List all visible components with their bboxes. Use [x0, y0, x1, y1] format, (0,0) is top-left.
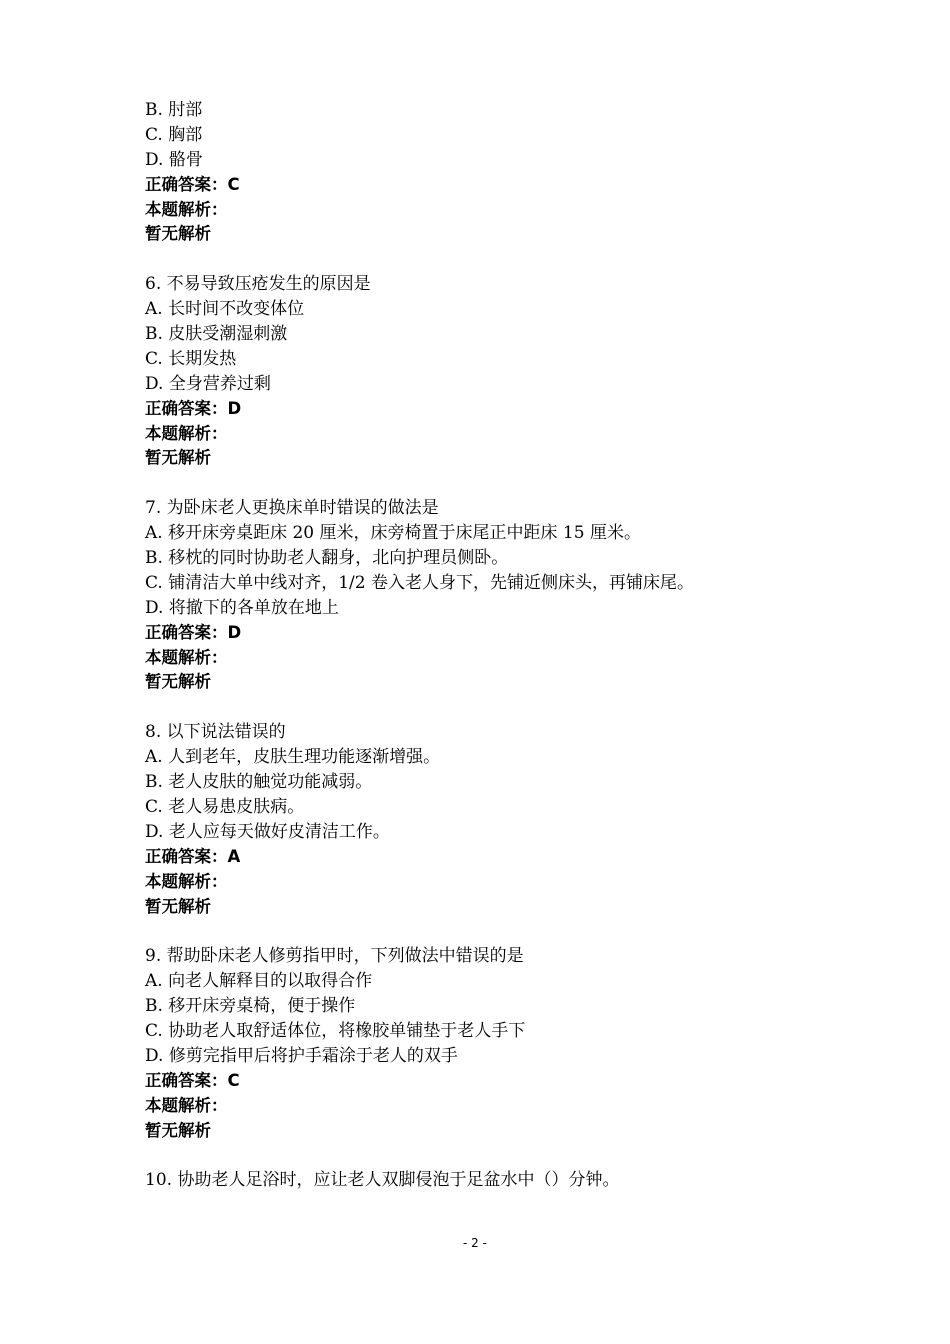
option-c: C. 长期发热	[145, 348, 237, 369]
analysis-text: 暂无解析	[145, 1120, 211, 1140]
option-a: A. 移开床旁桌距床 20 厘米，床旁椅置于床尾正中距床 15 厘米。	[145, 523, 641, 544]
question-text: 8. 以下说法错误的	[145, 722, 286, 743]
correct-answer: 正确答案：D	[145, 622, 242, 642]
spacer	[145, 247, 845, 272]
analysis-label: 本题解析：	[145, 871, 228, 891]
question-text: 9. 帮助卧床老人修剪指甲时，下列做法中错误的是	[145, 946, 524, 967]
option-c: C. 胸部	[145, 124, 203, 145]
analysis-text: 暂无解析	[145, 672, 211, 692]
correct-answer: 正确答案：A	[145, 846, 241, 866]
option-b: B. 移枕的同时协助老人翻身，北向护理员侧卧。	[145, 548, 509, 569]
spacer	[145, 695, 845, 720]
option-d: D. 修剪完指甲后将护手霜涂于老人的双手	[145, 1045, 458, 1066]
spacer	[145, 1143, 845, 1168]
correct-answer: 正确答案：C	[145, 174, 240, 194]
question-5	[145, 98, 845, 247]
option-c: C. 铺清洁大单中线对齐，1/2 卷入老人身下，先铺近侧床头，再铺床尾。	[145, 572, 694, 593]
page-number: - 2 -	[463, 1236, 487, 1250]
question-text: 7. 为卧床老人更换床单时错误的做法是	[145, 498, 439, 519]
analysis-label: 本题解析：	[145, 199, 228, 219]
option-d: D. 全身营养过剩	[145, 373, 271, 394]
question-text: 6. 不易导致压疮发生的原因是	[145, 274, 371, 295]
spacer	[145, 471, 845, 496]
option-c: C. 协助老人取舒适体位，将橡胶单铺垫于老人手下	[145, 1020, 526, 1041]
spacer	[145, 919, 845, 944]
correct-answer: 正确答案：D	[145, 398, 242, 418]
question-6	[145, 272, 845, 471]
question-9	[145, 944, 845, 1143]
option-a: A. 长时间不改变体位	[145, 299, 305, 320]
correct-answer: 正确答案：C	[145, 1070, 240, 1090]
option-b: B. 老人皮肤的触觉功能减弱。	[145, 772, 373, 793]
analysis-label: 本题解析：	[145, 1095, 228, 1115]
question-7	[145, 496, 845, 695]
option-c: C. 老人易患皮肤病。	[145, 796, 305, 817]
option-a: A. 人到老年，皮肤生理功能逐渐增强。	[145, 747, 441, 768]
option-d: D. 将撤下的各单放在地上	[145, 597, 339, 618]
analysis-text: 暂无解析	[145, 224, 211, 244]
analysis-text: 暂无解析	[145, 896, 211, 916]
option-d: D. 老人应每天做好皮清洁工作。	[145, 821, 390, 842]
analysis-text: 暂无解析	[145, 448, 211, 468]
option-b: B. 肘部	[145, 100, 203, 120]
option-b: B. 皮肤受潮湿刺激	[145, 324, 288, 345]
question-text: 10. 协助老人足浴时，应让老人双脚侵泡于足盆水中（）分钟。	[145, 1170, 620, 1191]
analysis-label: 本题解析：	[145, 647, 228, 667]
analysis-label: 本题解析：	[145, 423, 228, 443]
option-b: B. 移开床旁桌椅，便于操作	[145, 996, 356, 1017]
document-body	[145, 98, 845, 1193]
option-a: A. 向老人解释目的以取得合作	[145, 971, 373, 992]
question-10	[145, 1168, 845, 1193]
question-8	[145, 720, 845, 919]
option-d: D. 骼骨	[145, 149, 203, 170]
